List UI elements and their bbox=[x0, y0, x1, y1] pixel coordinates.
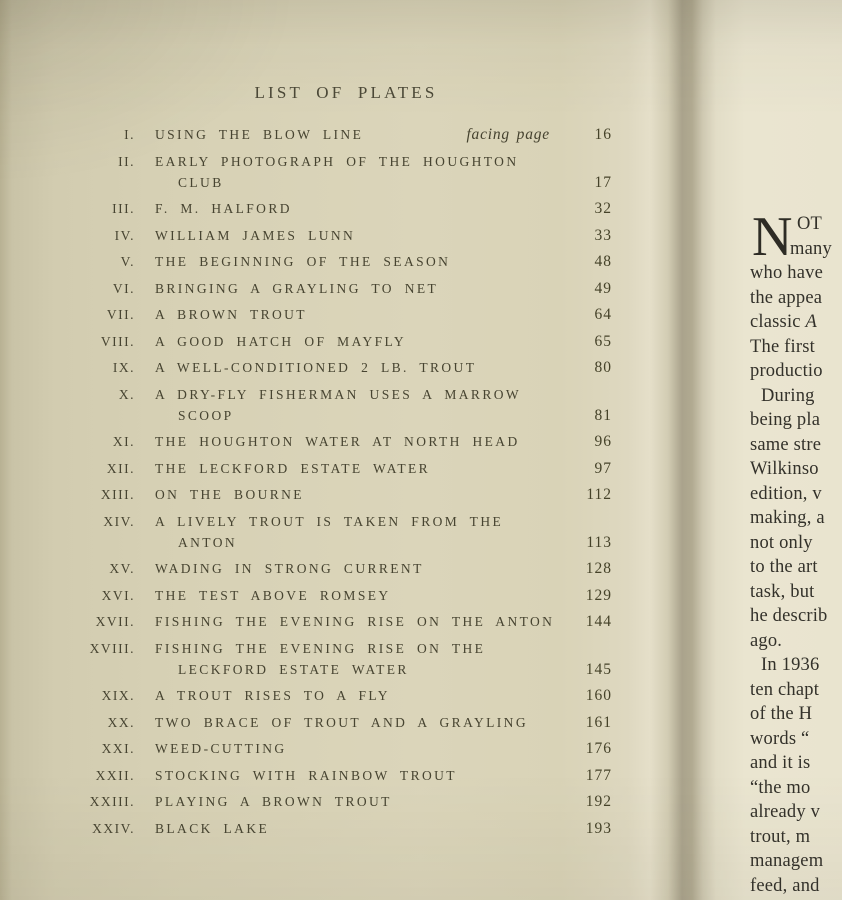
plate-title-line bbox=[155, 738, 555, 759]
plate-title-text: USING THE BLOW LINE bbox=[155, 127, 364, 142]
plate-title bbox=[155, 384, 555, 426]
plate-title-text: BLACK LAKE bbox=[155, 820, 270, 836]
italic-text: A bbox=[805, 312, 818, 332]
body-text-line: of the H bbox=[750, 704, 813, 724]
plate-numeral: VIII. bbox=[100, 333, 135, 349]
plate-title-line bbox=[155, 405, 555, 426]
body-text-line: not only bbox=[750, 532, 813, 553]
plate-title-line bbox=[155, 331, 555, 352]
plate-numeral: XXII. bbox=[95, 767, 135, 783]
body-text-line: ago. bbox=[750, 630, 783, 651]
body-text-line: who have bbox=[750, 263, 824, 283]
plate-title-text: WEED-CUTTING bbox=[155, 741, 287, 756]
plate-title bbox=[155, 712, 555, 733]
plate-title bbox=[155, 818, 555, 839]
body-text-line: making, a bbox=[750, 508, 825, 528]
plate-title-line bbox=[155, 638, 555, 659]
plate-numeral: XIX. bbox=[101, 688, 135, 703]
plate-title-text: EARLY PHOTOGRAPH OF THE HOUGHTON bbox=[155, 153, 519, 169]
body-text-line: the appea bbox=[750, 287, 823, 308]
plate-row bbox=[60, 818, 612, 839]
plate-numeral: XX. bbox=[107, 714, 135, 730]
plate-page-number: 97 bbox=[594, 459, 612, 477]
plate-title-text: SCOOP bbox=[178, 407, 234, 423]
plate-title bbox=[155, 585, 555, 606]
body-text-line: ten chapt bbox=[750, 679, 820, 700]
body-text-line: OT bbox=[797, 214, 823, 234]
plate-title bbox=[155, 225, 555, 246]
right-page bbox=[700, 0, 842, 900]
plate-row bbox=[60, 278, 612, 299]
plate-title-line bbox=[155, 558, 555, 579]
plate-row bbox=[60, 611, 612, 632]
plate-title bbox=[155, 558, 555, 579]
plate-title-line bbox=[155, 304, 555, 325]
plate-title-text: F. M. HALFORD bbox=[155, 201, 292, 216]
plate-row bbox=[60, 458, 612, 479]
plate-title bbox=[155, 431, 555, 452]
plates-list bbox=[60, 124, 612, 844]
body-text-line: task, but bbox=[750, 581, 815, 602]
plate-numeral: XII. bbox=[106, 460, 135, 476]
plate-title bbox=[155, 738, 555, 759]
plate-title-line bbox=[155, 225, 555, 246]
plate-page-number: 192 bbox=[585, 793, 612, 810]
plate-title bbox=[155, 357, 555, 378]
plate-row bbox=[60, 251, 612, 272]
plate-page-number: 80 bbox=[594, 359, 612, 376]
plate-page-number: 112 bbox=[586, 486, 612, 503]
plate-page-number: 65 bbox=[594, 332, 612, 350]
plate-title bbox=[155, 611, 555, 632]
plate-page-number: 193 bbox=[585, 819, 612, 837]
plate-title-text: A DRY-FLY FISHERMAN USES A MARROW bbox=[155, 386, 522, 402]
plate-title-text: STOCKING WITH RAINBOW TROUT bbox=[155, 767, 457, 783]
plate-title-text: THE TEST ABOVE ROMSEY bbox=[155, 587, 391, 603]
plate-title-text: THE BEGINNING OF THE SEASON bbox=[155, 254, 451, 269]
plate-numeral: XVII. bbox=[95, 614, 135, 629]
plate-page-number: 48 bbox=[594, 253, 612, 270]
plate-numeral: XIII. bbox=[100, 487, 135, 502]
plate-page-number: 64 bbox=[594, 306, 612, 323]
body-text-line: “the mo bbox=[750, 777, 811, 798]
body-text-line: classic A bbox=[750, 312, 818, 332]
plate-title-line bbox=[155, 278, 555, 299]
plate-title bbox=[155, 198, 555, 219]
plate-numeral: III. bbox=[112, 201, 135, 216]
plate-title-line bbox=[155, 532, 555, 553]
plate-title-line bbox=[155, 791, 555, 812]
plate-row bbox=[60, 738, 612, 759]
plate-row bbox=[60, 712, 612, 733]
plate-title-text: WADING IN STRONG CURRENT bbox=[155, 561, 424, 576]
body-text-line: In 1936 bbox=[761, 655, 820, 675]
plate-page-number: 33 bbox=[594, 226, 612, 244]
plate-title-line bbox=[155, 484, 555, 505]
plate-page-number: 177 bbox=[585, 766, 612, 784]
plate-title-text: A TROUT RISES TO A FLY bbox=[155, 688, 390, 703]
plate-title-line bbox=[155, 357, 555, 378]
plate-title-line bbox=[155, 198, 555, 219]
plate-title bbox=[155, 304, 555, 325]
plate-title-text: THE LECKFORD ESTATE WATER bbox=[155, 460, 431, 476]
plate-numeral: VI. bbox=[112, 280, 135, 296]
plate-title-line bbox=[155, 712, 555, 733]
plate-title-text: LECKFORD ESTATE WATER bbox=[178, 661, 409, 677]
plate-title-line bbox=[155, 458, 555, 479]
body-text-line: Wilkinso bbox=[750, 459, 819, 479]
plate-title-text: BRINGING A GRAYLING TO NET bbox=[155, 280, 439, 296]
plate-row bbox=[60, 357, 612, 378]
plate-title bbox=[155, 765, 555, 786]
plate-row bbox=[60, 638, 612, 680]
plate-title-text: A BROWN TROUT bbox=[155, 307, 307, 322]
body-text-line: to the art bbox=[750, 557, 818, 577]
plate-numeral: X. bbox=[118, 386, 135, 402]
plate-numeral: XXI. bbox=[101, 741, 135, 756]
plate-title bbox=[155, 791, 555, 812]
plate-numeral: V. bbox=[120, 254, 135, 269]
plate-title bbox=[155, 638, 555, 680]
plate-page-number: 81 bbox=[594, 406, 612, 424]
plate-title bbox=[155, 511, 555, 553]
plate-title-line bbox=[155, 659, 555, 680]
plate-numeral: II. bbox=[118, 153, 135, 169]
body-text-line: same stre bbox=[750, 434, 822, 455]
facing-page-label: facing page bbox=[466, 126, 550, 143]
plate-title bbox=[155, 151, 555, 193]
plate-title bbox=[155, 124, 555, 145]
plate-title bbox=[155, 685, 555, 706]
plate-row bbox=[60, 384, 612, 426]
plate-title-line bbox=[155, 251, 555, 272]
plate-numeral: XIV. bbox=[103, 513, 135, 529]
body-text-line: productio bbox=[750, 361, 823, 381]
plate-numeral: IV. bbox=[114, 227, 135, 243]
body-text-line: The first bbox=[750, 336, 815, 357]
plate-page-number: 17 bbox=[594, 173, 612, 191]
plate-title bbox=[155, 251, 555, 272]
body-text-line: he describ bbox=[750, 606, 828, 626]
plate-page-number: 96 bbox=[594, 433, 612, 450]
plate-numeral: XVI. bbox=[101, 587, 135, 603]
plate-page-number: 160 bbox=[585, 687, 612, 704]
plate-title bbox=[155, 278, 555, 299]
plate-title-line bbox=[155, 384, 555, 405]
body-text-line: already v bbox=[750, 802, 821, 822]
plate-page-number: 144 bbox=[585, 613, 612, 630]
plate-row bbox=[60, 198, 612, 219]
plate-title-line bbox=[155, 611, 555, 632]
plate-title bbox=[155, 331, 555, 352]
body-text-line: words “ bbox=[750, 728, 810, 749]
plate-title bbox=[155, 458, 555, 479]
plate-page-number: 161 bbox=[585, 713, 612, 731]
plate-page-number: 113 bbox=[586, 533, 612, 551]
plate-title-line bbox=[155, 685, 555, 706]
right-page-text bbox=[750, 206, 842, 898]
body-text-line: being pla bbox=[750, 410, 821, 430]
plate-row bbox=[60, 304, 612, 325]
plate-page-number: 16 bbox=[594, 126, 612, 143]
page-title: LIST OF PLATES bbox=[254, 83, 438, 102]
plate-numeral: XV. bbox=[109, 561, 135, 576]
plate-row bbox=[60, 331, 612, 352]
plate-page-number: 128 bbox=[585, 560, 612, 577]
plate-numeral: XXIII. bbox=[89, 794, 135, 809]
plate-title-text: TWO BRACE OF TROUT AND A GRAYLING bbox=[155, 714, 528, 730]
plate-title bbox=[155, 484, 555, 505]
plate-title-text: A LIVELY TROUT IS TAKEN FROM THE bbox=[155, 513, 504, 529]
plate-title-line bbox=[155, 818, 555, 839]
body-text-line: managem bbox=[750, 851, 824, 871]
plate-title-line bbox=[155, 511, 555, 532]
plate-title-line bbox=[155, 151, 555, 172]
plate-numeral: I. bbox=[124, 127, 135, 142]
plate-title-text: FISHING THE EVENING RISE ON THE ANTON bbox=[155, 614, 555, 629]
plate-title-text: CLUB bbox=[178, 174, 224, 190]
plate-numeral: XI. bbox=[112, 434, 135, 449]
plate-row bbox=[60, 685, 612, 706]
plate-title-line bbox=[155, 124, 555, 145]
plate-row bbox=[60, 225, 612, 246]
plate-title-text: ANTON bbox=[178, 534, 237, 550]
plate-row bbox=[60, 765, 612, 786]
plate-row bbox=[60, 124, 612, 145]
plate-page-number: 49 bbox=[594, 279, 612, 297]
plate-row bbox=[60, 431, 612, 452]
plate-numeral: IX. bbox=[112, 360, 135, 375]
plate-title-line bbox=[155, 765, 555, 786]
body-text-line: many bbox=[790, 238, 832, 259]
plate-row bbox=[60, 484, 612, 505]
plate-row bbox=[60, 151, 612, 193]
plate-numeral: XXIV. bbox=[92, 820, 135, 836]
plate-title-line bbox=[155, 431, 555, 452]
plate-page-number: 145 bbox=[585, 660, 612, 678]
plate-row bbox=[60, 585, 612, 606]
plate-row bbox=[60, 791, 612, 812]
plate-title-text: PLAYING A BROWN TROUT bbox=[155, 794, 392, 809]
body-text-line: and it is bbox=[750, 753, 811, 773]
plate-page-number: 176 bbox=[585, 740, 612, 757]
body-text-line: edition, v bbox=[750, 483, 822, 504]
plate-title-text: A WELL-CONDITIONED 2 LB. TROUT bbox=[155, 360, 477, 375]
plate-title-text: WILLIAM JAMES LUNN bbox=[155, 227, 356, 243]
plate-title-text: FISHING THE EVENING RISE ON THE bbox=[155, 640, 486, 656]
plate-numeral: XVIII. bbox=[89, 640, 135, 656]
drop-cap-letter: N bbox=[752, 206, 793, 268]
plate-page-number: 129 bbox=[585, 586, 612, 604]
plate-title-line bbox=[155, 172, 555, 193]
body-text-line: During bbox=[761, 385, 815, 406]
plate-title-text: A GOOD HATCH OF MAYFLY bbox=[155, 333, 406, 349]
body-text-line: trout, m bbox=[750, 826, 811, 847]
plate-title-text: ON THE BOURNE bbox=[155, 487, 304, 502]
body-text-line: feed, and bbox=[750, 875, 820, 896]
plate-title-text: THE HOUGHTON WATER AT NORTH HEAD bbox=[155, 434, 520, 449]
plate-page-number: 32 bbox=[594, 200, 612, 217]
plate-row bbox=[60, 558, 612, 579]
plate-title-line bbox=[155, 585, 555, 606]
plate-row bbox=[60, 511, 612, 553]
plate-numeral: VII. bbox=[106, 307, 135, 322]
